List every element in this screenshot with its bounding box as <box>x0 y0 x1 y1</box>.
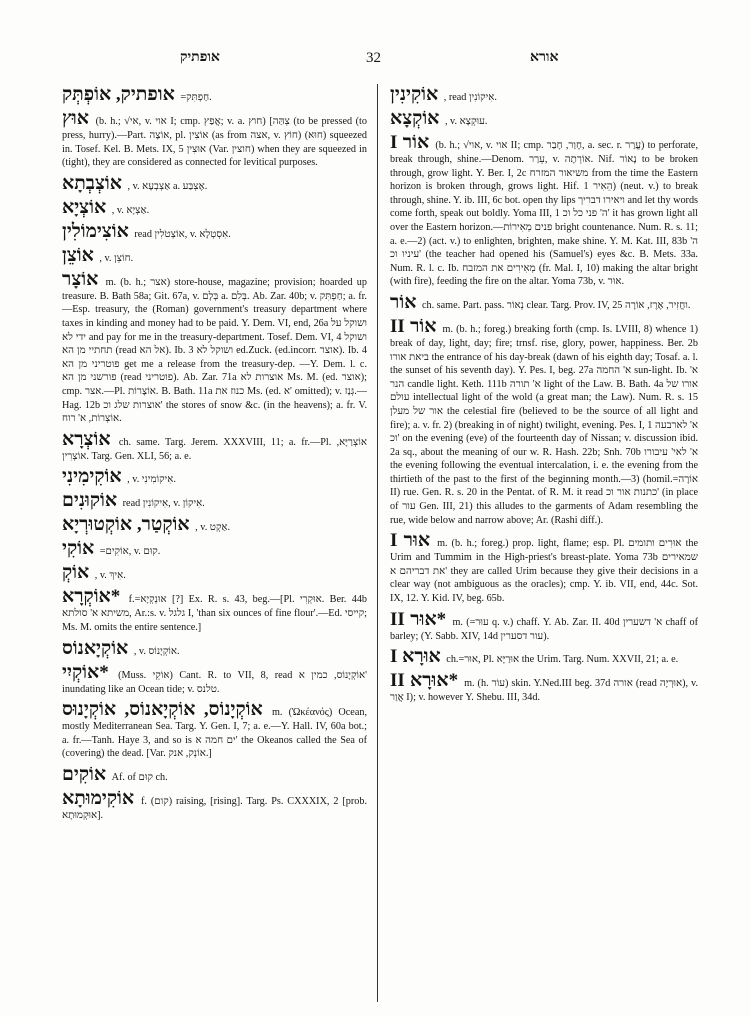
dictionary-entry <box>62 699 367 761</box>
entry-text: ch. same. Targ. Jerem. XXXVIII, 11; a. fr.—Pl. אוֹצְרַיָּא, אוֹצְרִין. Targ. Gen. XLI, 56; a. e. <box>62 436 367 462</box>
entry-text: f.=אוּנְקְיָא [?] Ex. R. s. 43, beg.—[Pl. אוּקְרִי. Ber. 44b משיתא א' סולתא, Ar.:s. v. גלגל I, 'than six ounces of fine flour'.—Ed. קייסי; Ms. M. omits the entire sentence.] <box>62 594 367 633</box>
entry-headword: אוּר I <box>390 530 431 552</box>
entry-headword: אוֹקְיָנוֹס, אוֹקְיָאנוֹס, אוֹקְיָנוּס <box>62 699 263 721</box>
entry-headword: אוֹצְרָא <box>62 428 111 450</box>
entry-headword: אוֹקְ <box>62 562 90 584</box>
entry-headword: אוֹקוּנִים <box>62 490 118 512</box>
dictionary-entry <box>62 538 367 559</box>
entry-text: m. (b. h.; אצר) store-house, magazine; provision; hoarded up treasure. B. Bath 58a; Git. 67a, v. בְּלָם a. בְּלִם. Ab. Zar. 40b; v. חַפְתִּק; a. fr.—Esp. treasury, the (Roman) government's treasury department where taxes in kinding and money had to be paid. Y. Dem. VI, end, 26a ושוקל על ידי לא and pay for me in the treasury-department. Tosef. Dem. VI, 4 ושוקל תחתיי מן הא (read אל הא). Ib. 3 ושוקל לא ed.Zuck. (ed.incorr. אוצר). Ib. 4 פוטריני מן הא get me a release from the treasury-dep. —Y. Dem. l. c. פורשני מן הא (read פוטריני). Ab. Zar. 71a אוצרות לא Ms. M. (ed. אוצר); cmp. אצר.—Pl. אוֹצָרוֹת. B. Bath. 11a כנוז את Ms. (ed. א' omitted); v. גְּנַז.—Hag. 12b אוצרות שלג וכ' the stores of snow &c. (in the heavens); a. fr. V. אוֹצְרוֹת, א' רוח. <box>62 276 367 425</box>
entry-headword: אוֹקְטַר, אוֹקְטוּרְיָא <box>62 514 190 536</box>
entry-text: m. (h. עוֹר) skin. Y.Ned.III beg. 37d אורה (read אוּרְיָה), v. אֲוַר I); v. however Y. Shebu. III, 34d. <box>390 678 698 704</box>
dictionary-entry <box>390 609 698 644</box>
dictionary-entry <box>390 132 698 289</box>
page-number: 32 <box>366 50 381 66</box>
entry-headword: אוֹר <box>390 291 417 313</box>
dictionary-entry <box>62 108 367 170</box>
dictionary-entry <box>62 514 367 535</box>
entry-headword: אוֹצְבְתָא <box>62 172 122 194</box>
entry-text: m. (Ὠκέανός) Ocean, mostly Mediterranean Sea. Targ. Y. Gen. I, 7; a. e.—Y. Hall. IV, 60a bot.; a. fr.—Tanh. Haye 3, and so is ים חמה א' the Okeanos called the Sea of (covering) the dead. [Var. אוֹנְק, אנק.] <box>62 707 367 760</box>
dictionary-entry <box>390 84 698 105</box>
entry-headword: *אוּר II <box>390 608 447 630</box>
entry-text: m. (b. h.; foreg.) prop. light, flame; esp. Pl. אוּרִים ותומים the Urim and Tummim in the High-priest's breast-plate. Yoma 73b שמאירים את דבריהם א' they are called Urim because they give their decisions in a clear way (not ambiguous as the oracles); cmp. Y. ib. VII, end, 44c. Sot. IX, 12. Y. Kid. IV, beg. 65b. <box>390 538 698 605</box>
entry-text: m. (b. h.; foreg.) breaking forth (cmp. Is. LVIII, 8) whence 1) break of day, light, day; fire; trnsf. rise, glory, power, happiness. Ber. 2b ביאת אורו the entrance of his day-break (dawn of his eighth day; Tosaf. a. l. the sunset of his seventh day). Y. Pes. I, beg. 27a א' החמה sun-light. Ib. א' הנר candle light. Keth. 111b א' תורה light of the Law. B. Bath. 4a אורו של עולם intellectual light of the wold (a great man; the Law). Num. R. s. 15 אור של מעלן the celestial fire (believed to be the source of all light and fire); a. v. fr. 2) (breaking in of night) twilight, evening. Pes. I, 1 א' לארבעה וכ' on the evening (eve) of the fourteenth day of Nissan; v. discussion ibid. 2a sq., about the meaning of our w. R. Hash. 22b; Snh. 70b א' לאי' עיבורו the evening following the eventual intercalation, i. e. the evening from the thirtieth of the past to the first of the beginning month.—3) (homil.=אוֹרָה II) rue. Gen. R. s. 20 in the Pentat. of R. M. it read כתנות אור וכ' (in place of עור Gen. III, 21) this alludes to the garments of Adam resembling the rue, wide below and narrow above; Ar. (Rashi diff.). <box>390 323 698 526</box>
dictionary-entry <box>62 466 367 487</box>
dictionary-entry <box>62 788 367 823</box>
dictionary-entry <box>62 662 367 697</box>
entry-headword: אוֹצֵן <box>62 244 94 266</box>
dictionary-entry <box>62 562 367 583</box>
running-head-left: אופתיק <box>180 50 220 65</box>
entry-headword: *אוּרָא II <box>390 670 459 692</box>
entry-headword: *אוֹקְרָא <box>62 586 121 608</box>
entry-headword: אוֹקְצָא <box>390 108 440 129</box>
dictionary-entry <box>62 586 367 634</box>
entry-headword: אוֹקִי <box>62 538 95 560</box>
entry-text: Af. of קוּם ch. <box>111 771 168 783</box>
entry-headword: אוּרָא I <box>390 646 441 668</box>
entry-text: , v. אוֹקְיָנוֹס. <box>133 645 180 657</box>
running-head-right: אורא <box>530 50 559 65</box>
entry-text: =חַפְתִּק. <box>180 92 212 103</box>
entry-text: f. (קום) raising, [rising]. Targ. Ps. CXXXIX, 2 [prob. אוּקְמוּתָא]. <box>62 795 367 821</box>
entry-headword: *אוֹקְיִי <box>62 661 109 683</box>
dictionary-entry <box>390 530 698 605</box>
entry-headword: אוֹצָר <box>62 268 99 290</box>
entry-headword: אוֹקִים <box>62 763 107 785</box>
entry-text: , v. עוּקְצָא. <box>444 116 488 127</box>
entry-text: (b. h.; √אי, v. אוי I; cmp. אֲפַץ; v. a. חוץ) [צְהַּה (to be pressed (to press, hurry).—Part. אוֹצָה, pl. אוֹצִין (as from אצה, v. חוֹץ) (חוּא) squeezed in. Tosef. Kel. B. Mets. IX, 5 אוּצִין (Var. חוצין) when they are squeezed in (tight), they are considered as connected for levitical purposes. <box>62 116 367 169</box>
dictionary-entry <box>390 316 698 527</box>
dictionary-entry <box>390 670 698 705</box>
entry-text: , v. אַצְיָא. <box>111 204 150 216</box>
entry-headword: אוֹקִימוּתָא <box>62 787 135 809</box>
dictionary-entry <box>62 245 367 266</box>
dictionary-entry <box>62 429 367 464</box>
entry-headword: אוֹצִימוֹלִין <box>62 220 129 242</box>
entry-text: m. (=עוּר q. v.) chaff. Y. Ab. Zar. II. 40d א' דשערין chaff of barley; (Y. Sabb. XIV, 14d עור דסערין). <box>390 616 698 642</box>
entry-headword: אוּץ <box>62 108 89 129</box>
dictionary-entry <box>62 269 367 426</box>
entry-text: , read אִיקוֹנִין. <box>443 92 497 103</box>
entry-headword: אוֹקִימִינִי <box>62 466 122 488</box>
dictionary-entry <box>390 292 698 313</box>
column-divider <box>377 84 378 1002</box>
dictionary-entry <box>390 646 698 667</box>
dictionary-entry <box>62 197 367 218</box>
dictionary-entry <box>62 638 367 659</box>
entry-headword: אוֹקְיָאנוֹס <box>62 637 129 659</box>
dictionary-entry <box>62 84 367 105</box>
dictionary-entry <box>62 490 367 511</box>
entry-text: =אוֹקִים, v. קוּם. <box>99 546 161 558</box>
entry-headword: אופתיק, אוֹפְתְּק <box>62 84 175 105</box>
left-column <box>62 84 367 1008</box>
dictionary-entry <box>62 173 367 194</box>
entry-text: , v. אַצְבְעָא a. אֶצְבַּע. <box>127 180 208 192</box>
page-header <box>0 50 750 74</box>
entry-text: , v. אַקְט. <box>195 522 231 534</box>
entry-text: (b. h.; √אוי, v. אוי II; cmp. חָוַר, חָבַר, a. sec. r. עֲרַר) to perforate, break through, shine.—Denom. עֵרַר, v. אוֹרְתָה. Nif. נָאוֹר to be broken through, grow light. Y. Ber. I, 2c משיאור המזרח from the time the Eastern horizon is broken through, grows light. Hif. הֵאִיר 1) (neut. v.) to break through, shine. Y. ib. III, 6c bot. open thy lips ויאירו דבריך and let thy words come forth, speak out boldly. Yoma III, 1 ה' פני כל וכ' it has grown light all over the Eastern horizon.—פנים מְאִירוֹת bright countenance. Num. R. s. 11; a. e.—2) (act. v.) to enlighten, brighten, make shine. Y. M. Kat. III, 83b ה' עיניו וכ' (the teacher had opened his (Samuel's) eyes &c. B. Mets. 33a. Num. R. l. c. Ib. מְאִירִים את המזבח (fr. Mal. I, 10) making the altar bright (with fire), feeding the fire on the altar. Yoma 73b, v. אוּר. <box>390 140 698 288</box>
entry-text: read אִיקוֹנִין, v. אִיקוֹן. <box>122 498 205 510</box>
entry-text: , v. חוֹצֵן. <box>99 252 134 264</box>
entry-text: ch. same. Part. pass. נְאוֹר clear. Targ. Prov. IV, 25 וחֲזִיר, אֶרֶז, אוֹרָה. <box>421 299 691 311</box>
entry-headword: אוֹצְיָא <box>62 196 107 218</box>
dictionary-entry <box>62 221 367 242</box>
dictionary-entry <box>62 764 367 785</box>
dictionary-entry <box>390 108 698 129</box>
right-column <box>390 84 698 1008</box>
entry-text: ch.=אוּר, Pl. אוּרַיָּא the Urim. Targ. Num. XXVII, 21; a. e. <box>446 654 679 666</box>
entry-text: , v. אִיךְ. <box>94 570 126 582</box>
entry-text: read אוֹצְטֹלִין, v. אִסְטְלָא. <box>134 228 231 240</box>
entry-headword: אוֹקִינִין <box>390 84 439 105</box>
entry-text: , v. אִיקוֹמִינִי. <box>127 474 176 486</box>
entry-text: (Muss. אוֹקֵי) Cant. R. to VII, 8, read אוֹקְיָנוֹס, כמין א' inundating like an Ocean tide; v. טלנס. <box>62 669 367 695</box>
entry-headword: אוֹר II <box>390 315 437 337</box>
entry-headword: אוֹר I <box>390 132 430 153</box>
